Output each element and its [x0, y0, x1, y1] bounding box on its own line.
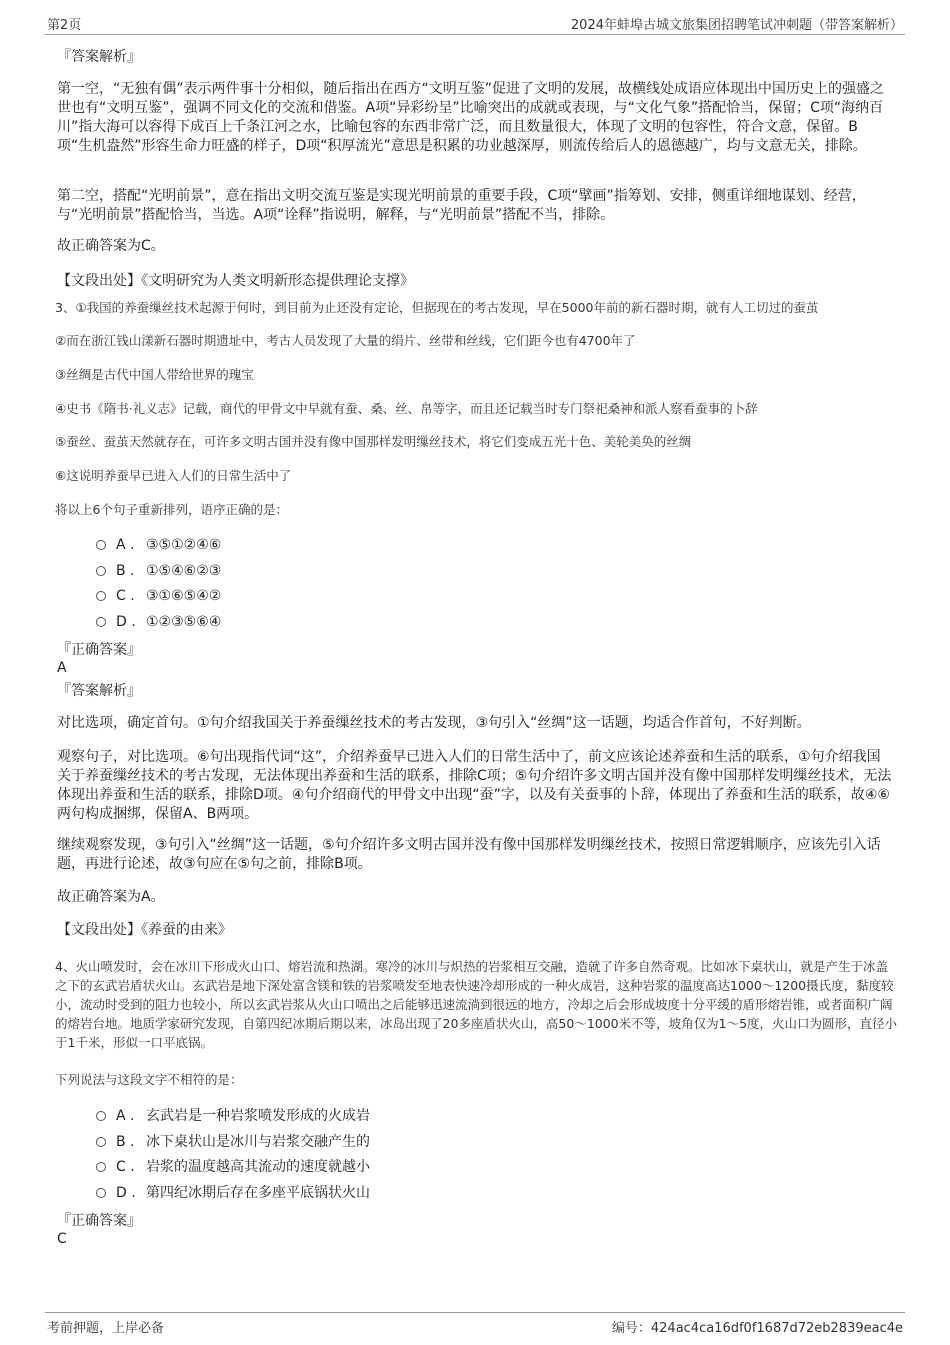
question-sentence: ④史书《隋书·礼义志》记载，商代的甲骨文中早就有蚕、桑、丝、帛等字，而且还记载当时专门祭祀桑神和派人察看蚕事的卜辞: [55, 401, 758, 416]
analysis-paragraph: 第一空，“无独有偶”表示两件事十分相似，随后指出在西方“文明互鉴”促进了文明的发展，故横线处成语应体现出中国历史上的强盛之世也有“文明互鉴”，强调不同文化的交流和借鉴。A项“异彩纷呈”比喻突出的成就或表现，与“文化气象”搭配恰当，保留；C项“海纳百川”指大海可以容得下成百上千条江河之水，比喻包容的东西非常广泛，而且数量很大，体现了文明的包容性，符合文意，保留。B项“生机盎然”形容生命力旺盛的样子，D项“积厚流光”意思是积累的功业越深厚，则流传给后人的恩德越广，均与文意无关，排除。: [57, 81, 885, 154]
option-a[interactable]: A . ③⑤①②④⑥: [96, 534, 221, 556]
footer-slogan: 考前押题，上岸必备: [47, 1321, 165, 1336]
option-b[interactable]: B . ①⑤④⑥②③: [96, 560, 221, 582]
question-sentence: ⑤蚕丝、蚕茧天然就存在，可许多文明古国并没有像中国那样发明缫丝技术，将它们变成五光十色、美轮美奂的丝绸: [55, 434, 692, 449]
answer-label: 『正确答案』: [57, 642, 141, 658]
radio-icon[interactable]: [96, 617, 106, 627]
source-citation: 【文段出处】《养蚕的由来》: [57, 922, 232, 938]
radio-icon[interactable]: [96, 1162, 106, 1172]
question-sentence: ②而在浙江钱山漾新石器时期遗址中，考古人员发现了大量的绢片、丝带和丝线，它们距今也有4700年了: [55, 333, 636, 348]
option-d[interactable]: D . 第四纪冰期后存在多座平底锅状火山: [96, 1182, 370, 1204]
option-d[interactable]: D . ①②③⑤⑥④: [96, 611, 221, 633]
source-citation: 【文段出处】《文明研究为人类文明新形态提供理论支撑》: [57, 273, 414, 289]
radio-icon[interactable]: [96, 1111, 106, 1121]
question-passage: 4、火山喷发时，会在冰川下形成火山口、熔岩流和热湖。寒冷的冰川与炽热的岩浆相互交融，造就了许多自然奇观。比如冰下桌状山，就是产生于冰盖之下的玄武岩盾状火山。玄武岩是地下深处富含镁和铁的岩浆喷发至地表快速冷却形成的一种火成岩，这种岩浆的温度高达1000～1200摄氏度，黏度较小，流动时受到的阻力也较小，所以玄武岩浆从火山口喷出之后能够迅速流淌到很远的地方，冷却之后会形成坡度十分平缓的盾形熔岩锥，或者面积广阔的熔岩台地。地质学家研究发现，自第四纪冰期后期以来，冰岛出现了20多座盾状火山，高50～1000米不等，坡角仅为1～5度，火山口为圆形，直径小于1千米，形似一口平底锅。: [55, 959, 898, 1050]
option-c[interactable]: C . ③①⑥⑤④②: [96, 585, 221, 607]
analysis-paragraph: 第二空，搭配“光明前景”，意在指出文明交流互鉴是实现光明前景的重要手段，C项“擘画”指筹划、安排，侧重详细地谋划、经营，与“光明前景”搭配恰当，当选。A项“诠释”指说明，解释，与“光明前景”搭配不当，排除。: [57, 188, 866, 223]
analysis-label: 『答案解析』: [57, 683, 141, 699]
question-prompt: 将以上6个句子重新排列，语序正确的是：: [55, 502, 288, 517]
answer-label: 『正确答案』: [57, 1213, 141, 1229]
option-b[interactable]: B . 冰下桌状山是冰川与岩浆交融产生的: [96, 1131, 370, 1153]
question-sentence: ⑥这说明养蚕早已进入人们的日常生活中了: [55, 468, 292, 483]
question-prompt: 下列说法与这段文字不相符的是：: [55, 1072, 243, 1087]
conclusion: 故正确答案为A。: [57, 889, 165, 905]
analysis-paragraph: 对比选项，确定首句。①句介绍我国关于养蚕缫丝技术的考古发现，③句引入“丝绸”这一话题，均适合作首句，不好判断。: [57, 715, 811, 731]
radio-icon[interactable]: [96, 540, 106, 550]
page-footer: [45, 1312, 905, 1339]
option-c[interactable]: C . 岩浆的温度越高其流动的速度就越小: [96, 1156, 370, 1178]
answer-value: A: [57, 660, 67, 676]
radio-icon[interactable]: [96, 1188, 106, 1198]
page-header: [45, 14, 905, 35]
analysis-paragraph: 观察句子，对比选项。⑥句出现指代词“这”，介绍养蚕早已进入人们的日常生活中了，前文应该论述养蚕和生活的联系，①句介绍我国关于养蚕缫丝技术的考古发现，无法体现出养蚕和生活的联系，排除C项；⑤句介绍许多文明古国并没有像中国那样发明缫丝技术，无法体现出养蚕和生活的联系，排除D项。④句介绍商代的甲骨文中出现“蚕”字，以及有关蚕事的卜辞，体现出了养蚕和生活的联系，故④⑥两句构成捆绑，保留A、B两项。: [57, 749, 892, 822]
document-title: 2024年蚌埠古城文旅集团招聘笔试冲刺题（带答案解析）: [570, 18, 903, 33]
question-sentence: ③丝绸是古代中国人带给世界的瑰宝: [55, 367, 254, 382]
document-id: 编号：424ac4ca16df0f1687d72eb2839eac4e: [611, 1321, 903, 1336]
radio-icon[interactable]: [96, 566, 106, 576]
conclusion: 故正确答案为C。: [57, 238, 165, 254]
radio-icon[interactable]: [96, 591, 106, 601]
question-sentence: 3、①我国的养蚕缫丝技术起源于何时，到目前为止还没有定论，但据现在的考古发现，早在5000年前的新石器时期，就有人工切过的蚕茧: [55, 300, 819, 315]
radio-icon[interactable]: [96, 1137, 106, 1147]
option-a[interactable]: A . 玄武岩是一种岩浆喷发形成的火成岩: [96, 1105, 370, 1127]
analysis-paragraph: 继续观察发现，③句引入“丝绸”这一话题，⑤句介绍许多文明古国并没有像中国那样发明缫丝技术，按照日常逻辑顺序，应该先引入话题，再进行论述，故③句应在⑤句之前，排除B项。: [57, 837, 881, 872]
analysis-label: 『答案解析』: [57, 49, 141, 65]
answer-value: C: [57, 1231, 67, 1247]
page-number: 第2页: [47, 18, 82, 33]
